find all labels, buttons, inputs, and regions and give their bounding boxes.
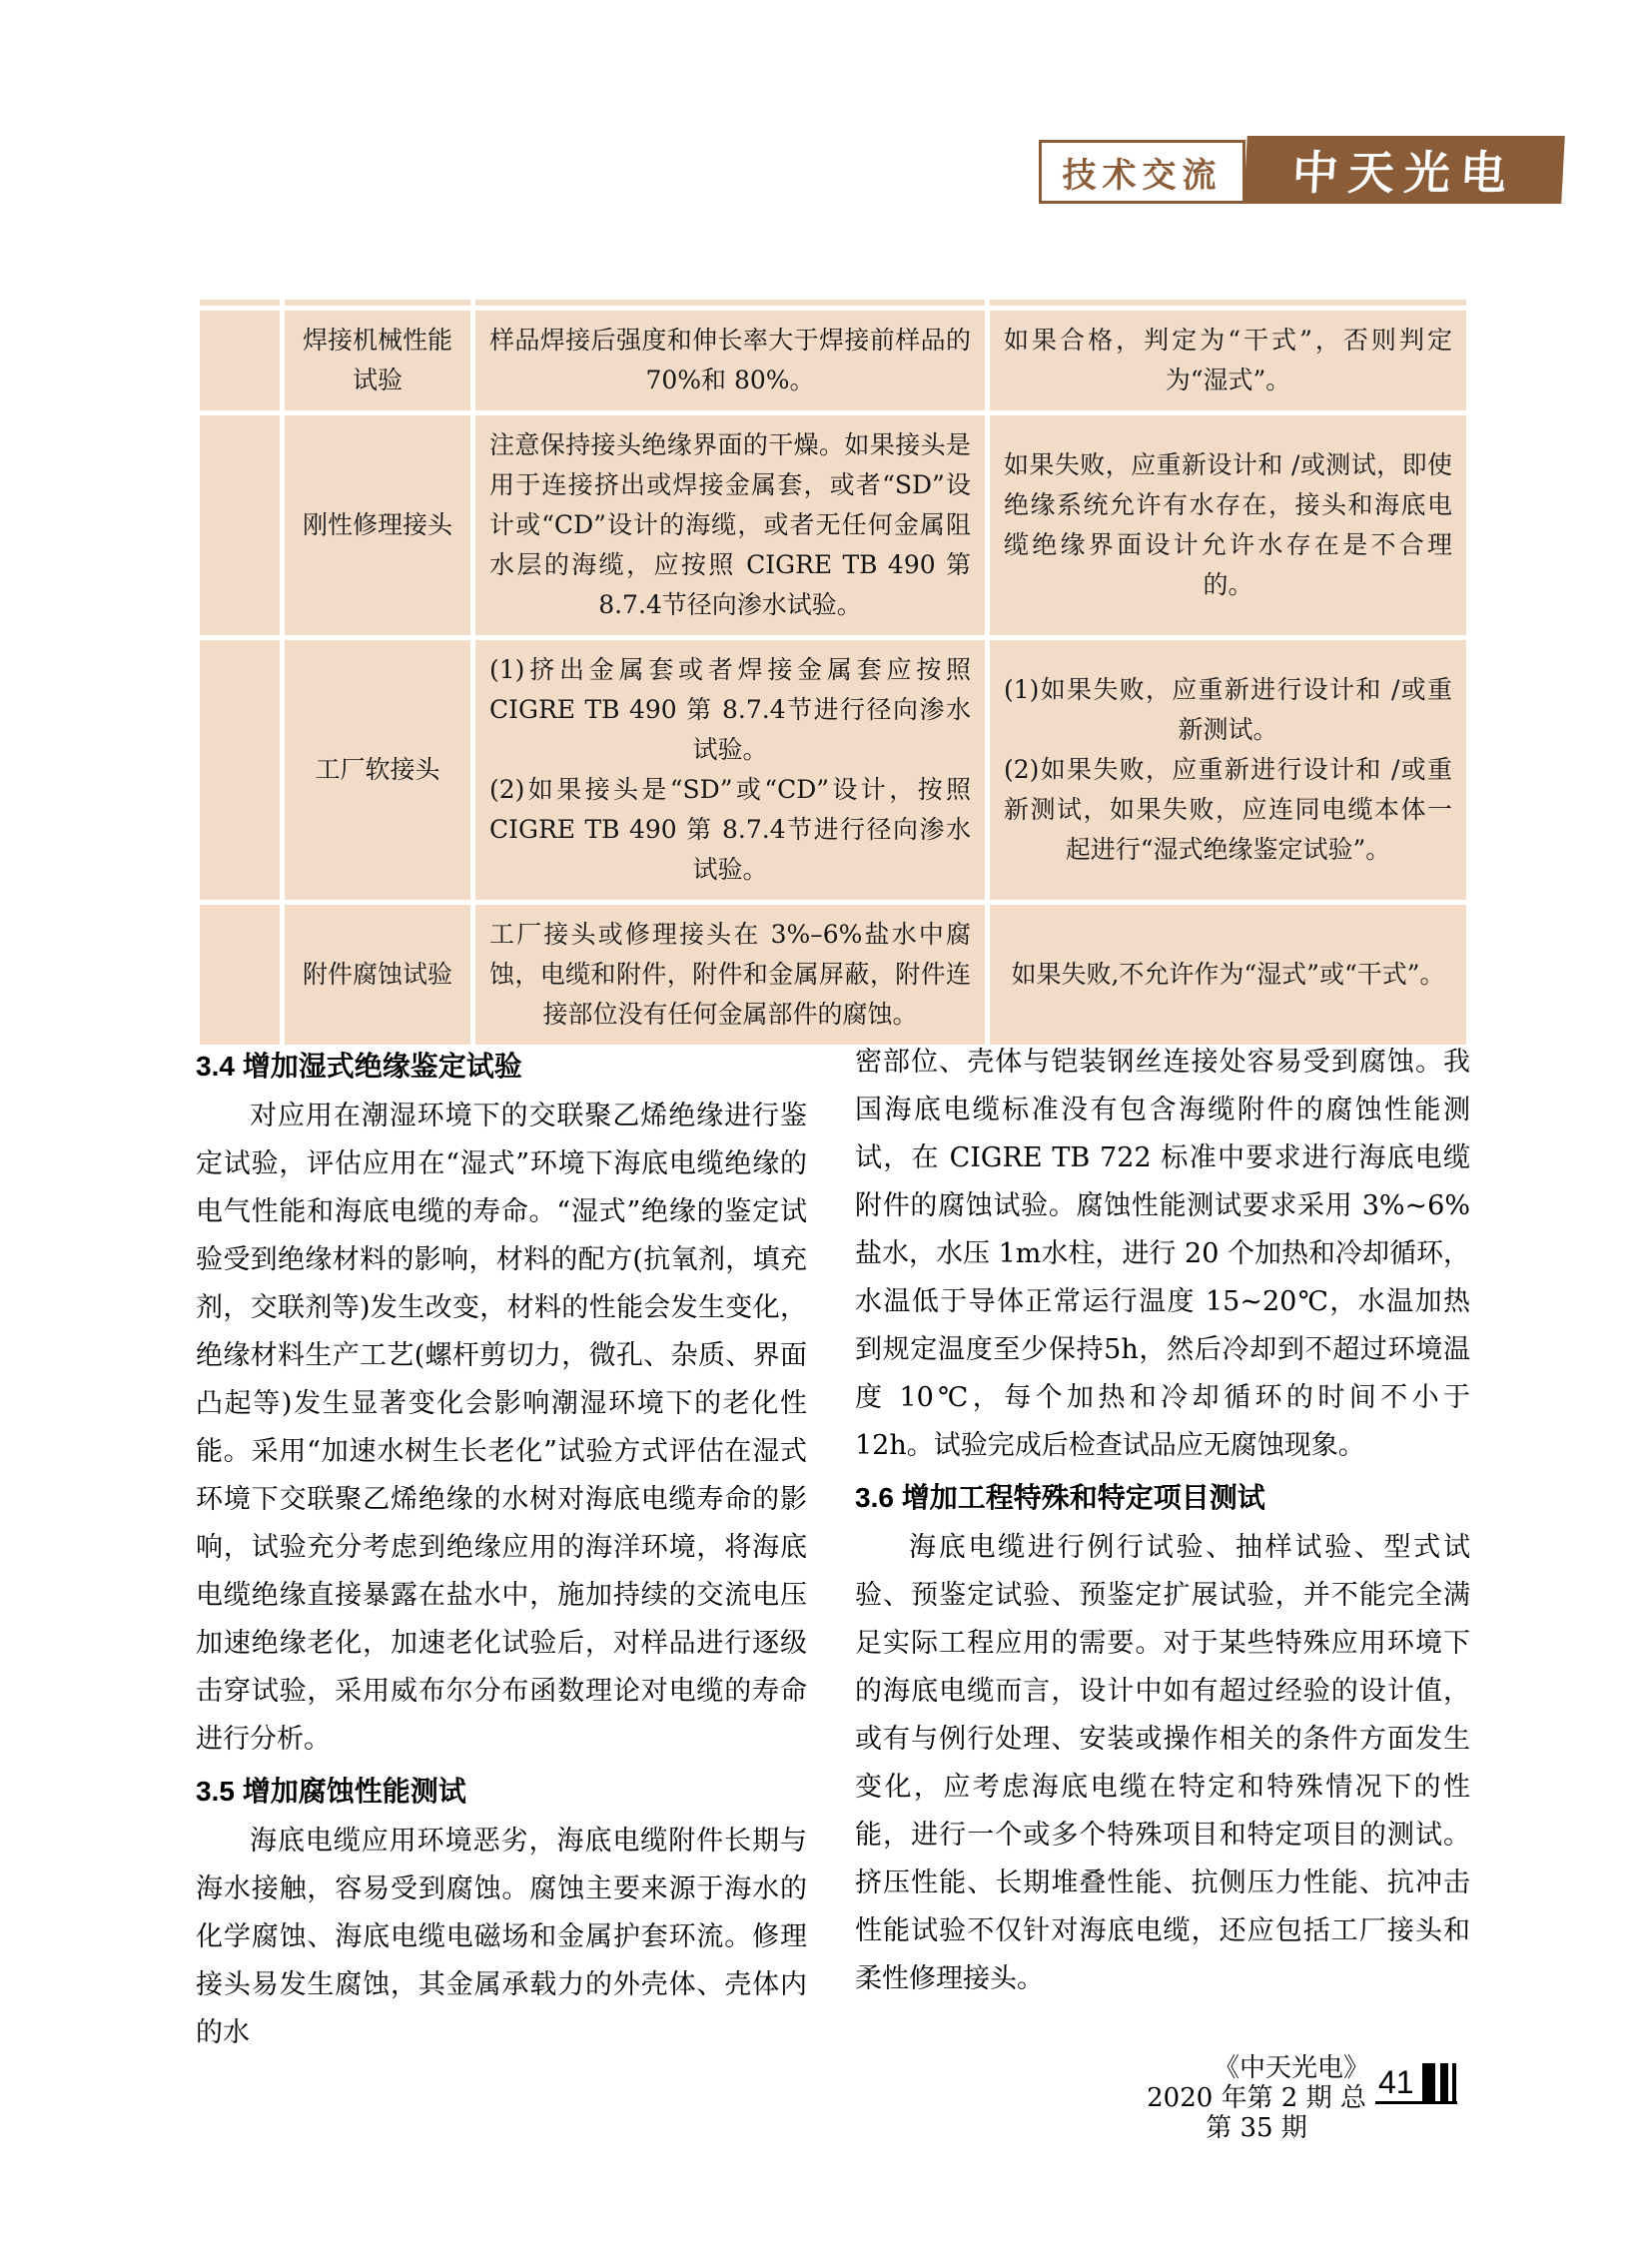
page-marker-bars-icon <box>1440 2063 1448 2103</box>
table-sliver <box>990 300 1466 306</box>
table-result-cell <box>990 640 1466 900</box>
table-criteria-cell <box>475 905 985 1045</box>
page-marker-bars-icon <box>1452 2063 1456 2103</box>
result-text: 如果合格，判定为“干式”，否则判定为“湿式”。 <box>1004 326 1452 394</box>
footer-issue-info: 2020 年第 2 期 总第 35 期 <box>1147 2083 1366 2143</box>
table-criteria-cell <box>475 640 985 900</box>
table-category-cell <box>200 415 280 635</box>
left-text-column <box>196 1039 807 2057</box>
footer-issue-block <box>1139 2053 1374 2143</box>
table-sliver <box>475 300 985 306</box>
result-text: 如果失败，应重新设计和 /或测试，即使绝缘系统允许有水存在，接头和海底电缆绝缘界面设计允许水存在是不合理的。 <box>1004 450 1452 599</box>
criteria-text: 工厂接头或修理接头在 3%–6%盐水中腐蚀，电缆和附件，附件和金属屏蔽，附件连接部位没有任何金属部件的腐蚀。 <box>489 920 971 1029</box>
section-3-5-paragraph: 海底电缆应用环境恶劣，海底电缆附件长期与海水接触，容易受到腐蚀。腐蚀主要来源于海水的化学腐蚀、海底电缆电磁场和金属护套环流。修理接头易发生腐蚀，其金属承载力的外壳体、壳体内的水 <box>196 1826 807 2048</box>
table-result-cell <box>990 311 1466 410</box>
result-item-2: (2)如果失败，应重新进行设计和 /或重新测试，如果失败，应连同电缆本体一起进行“湿式绝缘鉴定试验”。 <box>1004 755 1452 864</box>
table-result-cell <box>990 415 1466 635</box>
table-sliver <box>200 300 280 306</box>
table-category-cell <box>200 905 280 1045</box>
result-text: 如果失败,不允许作为“湿式”或“干式”。 <box>1011 960 1445 989</box>
right-text-column <box>855 1039 1470 2003</box>
section-heading-3-4: 3.4 增加湿式绝缘鉴定试验 <box>196 1051 522 1082</box>
table-row-label: 附件腐蚀试验 <box>285 905 470 1045</box>
section-3-5-continuation: 密部位、壳体与铠装钢丝连接处容易受到腐蚀。我国海底电缆标准没有包含海缆附件的腐蚀性能测试，在 CIGRE TB 722 标准中要求进行海底电缆附件的腐蚀试验。腐蚀性能测试要求采用 3%~6% 盐水，水压 1m水柱，进行 20 个加热和冷却循环，水温低于导体正常运行温度 15~20℃，水温加热到规定温度至少保持5h，然后冷却到不超过环境温度 10℃，每个加热和冷却循环的时间不小于 12h。试验完成后检查试品应无腐蚀现象。 <box>855 1047 1470 1461</box>
table-sliver <box>285 300 470 306</box>
section-3-6-paragraph: 海底电缆进行例行试验、抽样试验、型式试验、预鉴定试验、预鉴定扩展试验，并不能完全满足实际工程应用的需要。对于某些特殊应用环境下的海底电缆而言，设计中如有超过经验的设计值，或有与例行处理、安装或操作相关的条件方面发生变化，应考虑海底电缆在特定和特殊情况下的性能，进行一个或多个特殊项目和特定项目的测试。挤压性能、长期堆叠性能、抗侧压力性能、抗冲击性能试验不仅针对海底电缆，还应包括工厂接头和柔性修理接头。 <box>855 1532 1470 1994</box>
section-3-4-paragraph: 对应用在潮湿环境下的交联聚乙烯绝缘进行鉴定试验，评估应用在“湿式”环境下海底电缆绝缘的电气性能和海底电缆的寿命。“湿式”绝缘的鉴定试验受到绝缘材料的影响，材料的配方(抗氧剂，填充剂，交联剂等)发生改变，材料的性能会发生变化，绝缘材料生产工艺(螺杆剪切力，微孔、杂质、界面凸起等)发生显著变化会影响潮湿环境下的老化性能。采用“加速水树生长老化”试验方式评估在湿式环境下交联聚乙烯绝缘的水树对海底电缆寿命的影响，试验充分考虑到绝缘应用的海洋环境，将海底电缆绝缘直接暴露在盐水中，施加持续的交流电压加速绝缘老化，加速老化试验后，对样品进行逐级击穿试验，采用威布尔分布函数理论对电缆的寿命进行分析。 <box>196 1101 807 1755</box>
qualification-table <box>200 300 1466 1045</box>
table-criteria-cell <box>475 415 985 635</box>
table-row-label: 焊接机械性能试验 <box>285 311 470 410</box>
section-heading-3-6: 3.6 增加工程特殊和特定项目测试 <box>855 1482 1265 1513</box>
page-marker-bars-icon <box>1422 2063 1435 2103</box>
brand-logo: 中天光电 <box>1243 136 1565 204</box>
criteria-text: 样品焊接后强度和伸长率大于焊接前样品的70%和 80%。 <box>489 326 971 394</box>
table-criteria-cell <box>475 311 985 410</box>
technical-exchange-tag: 技术交流 <box>1039 140 1245 204</box>
table-category-cell <box>200 311 280 410</box>
result-item-1: (1)如果失败，应重新进行设计和 /或重新测试。 <box>1004 675 1452 744</box>
section-heading-3-5: 3.5 增加腐蚀性能测试 <box>196 1776 466 1807</box>
table-result-cell <box>990 905 1466 1045</box>
footer-journal-name: 《中天光电》 <box>1213 2053 1369 2083</box>
table-row-label: 工厂软接头 <box>285 640 470 900</box>
table-row-label: 刚性修理接头 <box>285 415 470 635</box>
footer-page-number: 41 <box>1378 2064 1414 2100</box>
criteria-item-2: (2)如果接头是“SD”或“CD”设计，按照 CIGRE TB 490 第 8.7.4节进行径向渗水试验。 <box>489 775 971 884</box>
criteria-item-1: (1)挤出金属套或者焊接金属套应按照 CIGRE TB 490 第 8.7.4节进行径向渗水试验。 <box>489 655 971 764</box>
criteria-text: 注意保持接头绝缘界面的干燥。如果接头是用于连接挤出或焊接金属套，或者“SD”设计或“CD”设计的海缆，或者无任何金属阻水层的海缆，应按照 CIGRE TB 490 第 8.7.4节径向渗水试验。 <box>489 430 971 619</box>
table-category-cell <box>200 640 280 900</box>
